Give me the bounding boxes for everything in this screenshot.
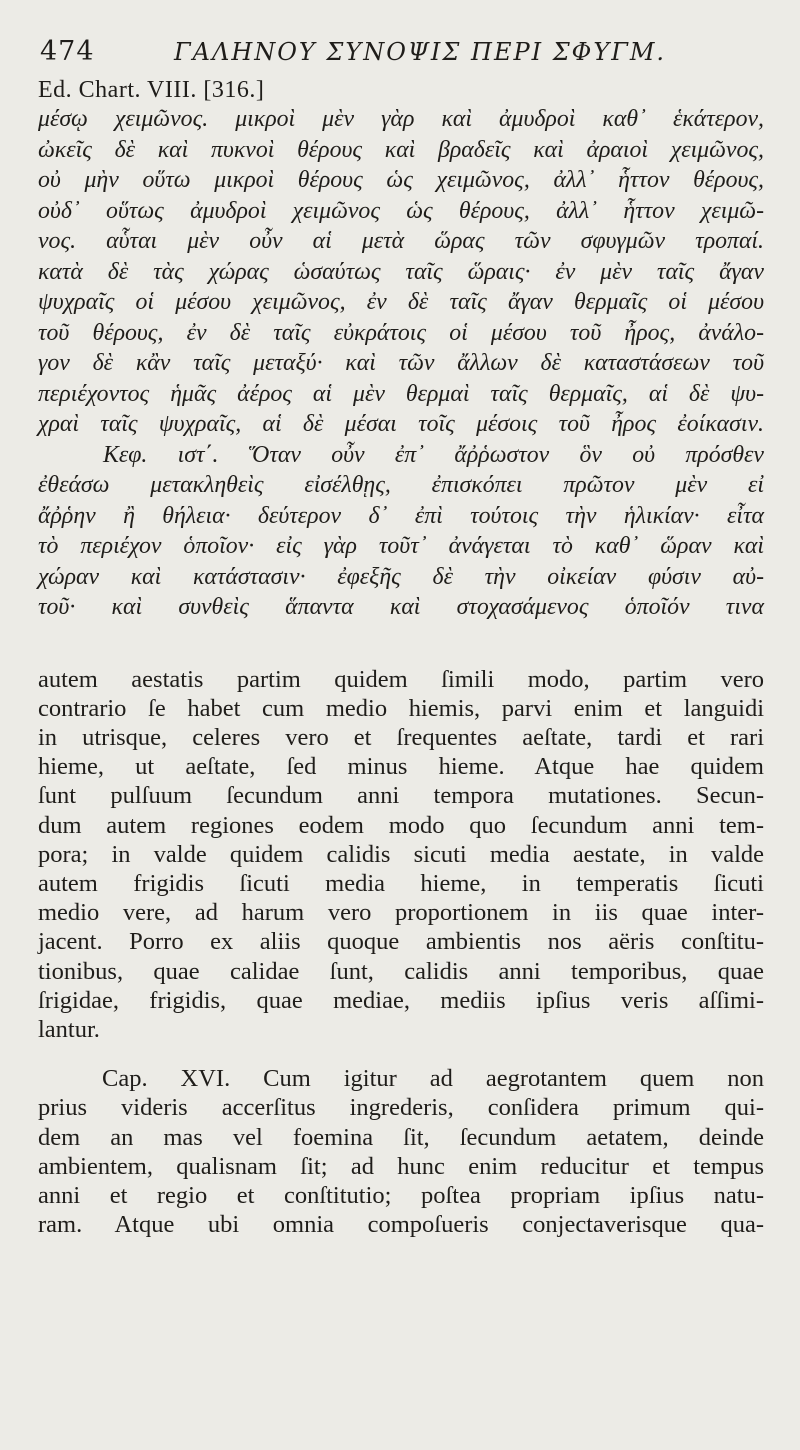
latin-line: pora; in valde quidem calidis sicuti media aestate, in valde — [38, 840, 764, 868]
latin-line: ſunt pulſuum ſecundum anni tempora mutationes. Secun- — [38, 782, 764, 810]
greek-line: μέσῳ χειμῶνος. μικροὶ μὲν γὰρ καὶ ἀμυδροὶ καθ᾽ ἑκάτερον, — [38, 106, 764, 132]
latin-line: autem frigidis ſicuti media hieme, in temperatis ſicuti — [38, 869, 764, 897]
greek-line: τὸ περιέχον ὁποῖον· εἰς γὰρ τοῦτ᾽ ἀνάγεται τὸ καθ᾽ ὥραν καὶ — [38, 533, 764, 559]
greek-text-block — [38, 104, 764, 623]
latin-line: anni et regio et conſtitutio; poſtea propriam ipſius natu- — [38, 1181, 764, 1209]
greek-line: ἐθεάσω μετακληθεὶς εἰσέλθῃς, ἐπισκόπει πρῶτον μὲν εἰ — [38, 472, 764, 498]
greek-chapter-heading-line: Κεφ. ιστ΄. Ὅταν οὖν ἐπ᾽ ἄῤῥωστον ὃν οὐ πρόσθεν — [103, 441, 764, 468]
latin-line: ambientem, qualisnam ſit; ad hunc enim reducitur et tempus — [38, 1152, 764, 1180]
latin-line: medio vere, ad harum vero proportionem in iis quae inter- — [38, 899, 764, 927]
greek-line: κατὰ δὲ τὰς χώρας ὡσαύτως ταῖς ὥραις· ἐν μὲν ταῖς ἄγαν — [38, 258, 764, 285]
latin-line: in utrisque, celeres vero et ſrequentes aeſtate, tardi et rari — [38, 723, 764, 751]
greek-line: χώραν καὶ κατάστασιν· ἐφεξῆς δὲ τὴν οἰκείαν φύσιν αὐ- — [38, 563, 764, 590]
latin-line: lantur. — [38, 1015, 100, 1043]
greek-line: ἄῤῥην ἢ θήλεια· δεύτερον δ᾽ ἐπὶ τούτοις τὴν ἡλικίαν· εἶτα — [38, 502, 764, 529]
greek-line: ψυχραῖς οἱ μέσου χειμῶνος, ἐν δὲ ταῖς ἄγαν θερμαῖς οἱ μέσου — [38, 289, 764, 315]
greek-line: τοῦ· καὶ συνθεὶς ἅπαντα καὶ στοχασάμενος ὁποῖόν τινα — [38, 594, 764, 620]
latin-line: dem an mas vel foemina ſit, ſecundum aetatem, deinde — [38, 1123, 764, 1151]
greek-line: ὠκεῖς δὲ καὶ πυκνοὶ θέρους καὶ βραδεῖς καὶ ἀραιοὶ χειμῶνος, — [38, 136, 764, 163]
running-title: ΓΑΛΗΝΟΥ ΣΥΝΟΨΙΣ ΠΕΡΙ ΣΦΥΓΜ. — [174, 38, 667, 66]
latin-line: hieme, ut aeſtate, ſed minus hieme. Atque hae quidem — [38, 753, 764, 781]
page-number: 474 — [40, 36, 95, 67]
latin-line: dum autem regiones eodem modo quo ſecundum anni tem- — [38, 811, 764, 839]
edition-reference: Ed. Chart. VIII. [316.] — [38, 77, 265, 103]
greek-line: χραὶ ταῖς ψυχραῖς, αἱ δὲ μέσαι τοῖς μέσοις τοῦ ἦρος ἐοίκασιν. — [38, 411, 764, 437]
latin-line: tionibus, quae calidae ſunt, calidis anni temporibus, quae — [38, 957, 764, 985]
latin-line: ſrigidae, frigidis, quae mediae, mediis ipſius veris aſſimi- — [38, 986, 764, 1014]
latin-line: jacent. Porro ex aliis quoque ambientis nos aëris conſtitu- — [38, 928, 764, 956]
latin-text-block — [38, 665, 764, 1240]
greek-line: νος. αὗται μὲν οὖν αἱ μετὰ ὥρας τῶν σφυγμῶν τροπαί. — [38, 228, 764, 254]
latin-chapter-heading-line: Cap. XVI. Cum igitur ad aegrotantem quem non — [102, 1065, 764, 1093]
latin-line: contrario ſe habet cum medio hiemis, parvi enim et languidi — [38, 694, 764, 722]
latin-line: ram. Atque ubi omnia compoſueris conjectaverisque qua- — [38, 1211, 764, 1239]
paragraph-gap — [38, 1044, 764, 1064]
latin-line: autem aestatis partim quidem ſimili modo, partim vero — [38, 665, 764, 693]
greek-line: οὐ μὴν οὕτω μικροὶ θέρους ὡς χειμῶνος, ἀλλ᾽ ἧττον θέρους, — [38, 167, 764, 193]
latin-line: prius videris accerſitus ingrederis, conſidera primum qui- — [38, 1094, 764, 1122]
greek-line: οὐδ᾽ οὕτως ἀμυδροὶ χειμῶνος ὡς θέρους, ἀλλ᾽ ἧττον χειμῶ- — [38, 197, 764, 224]
section-spacer — [38, 623, 764, 665]
page-header — [38, 18, 764, 67]
greek-line: τοῦ θέρους, ἐν δὲ ταῖς εὐκράτοις οἱ μέσου τοῦ ἦρος, ἀνάλο- — [38, 319, 764, 346]
greek-line: γον δὲ κἂν ταῖς μεταξύ· καὶ τῶν ἄλλων δὲ καταστάσεων τοῦ — [38, 350, 764, 376]
greek-line: περιέχοντος ἡμᾶς ἀέρος αἱ μὲν θερμαὶ ταῖς θερμαῖς, αἱ δὲ ψυ- — [38, 380, 764, 407]
